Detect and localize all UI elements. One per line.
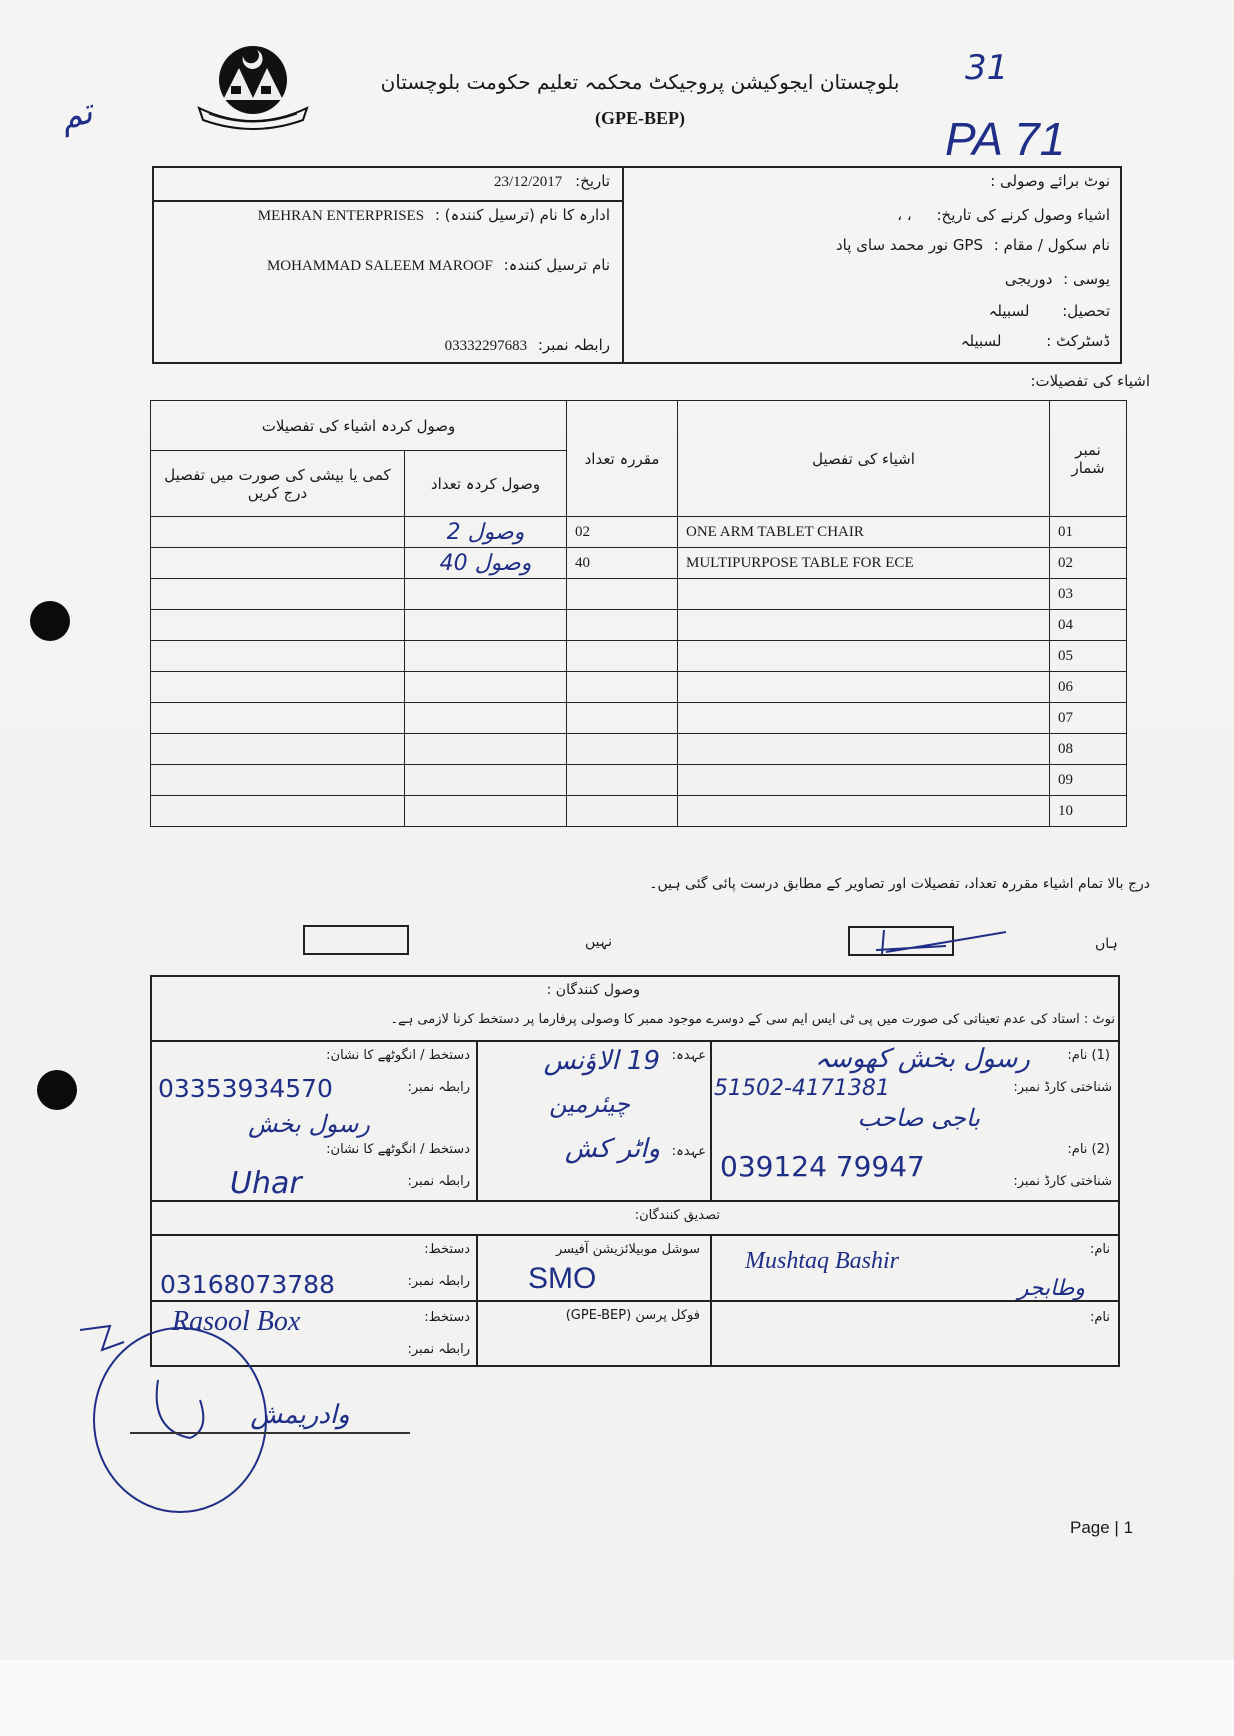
items-table-body: [151, 517, 1127, 827]
uc-value: دوریجی: [1004, 270, 1053, 288]
serial-cell: 01: [1050, 517, 1127, 548]
received-cell: [405, 796, 567, 827]
cnic2-label: شناختی کارڈ نمبر:: [1013, 1174, 1112, 1189]
company-row: [160, 206, 610, 225]
corner-reference: PA 71: [945, 113, 1066, 165]
assigned-cell: [567, 672, 678, 703]
focal-sign-value: Rasool Box: [172, 1306, 301, 1337]
contact-value: 03332297683: [444, 338, 528, 354]
date-value: 23/12/2017: [493, 174, 563, 190]
table-row: [151, 672, 1127, 703]
supplier-row: [160, 256, 610, 275]
received-group-header: وصول کردہ اشیاء کی تفصیلات: [151, 401, 567, 451]
smo-contact-value: 03168073788: [160, 1270, 335, 1299]
smo-title: سوشل موبیلائزیشن آفیسر: [555, 1242, 700, 1257]
shortage-cell: [151, 796, 405, 827]
focal-signature-label: دستخط:: [424, 1310, 470, 1325]
shortage-cell: [151, 703, 405, 734]
serial-header: نمبر شمار: [1050, 401, 1127, 517]
school-label: نام سکول / مقام :: [993, 236, 1110, 254]
post2-value: واٹر کش: [564, 1134, 660, 1164]
received-cell: 40 وصول: [405, 548, 567, 579]
focal-name-label: نام:: [1089, 1310, 1110, 1325]
serial-cell: 06: [1050, 672, 1127, 703]
shortage-cell: [151, 548, 405, 579]
contact-label: رابطہ نمبر:: [537, 336, 610, 354]
smo-contact-label: رابطہ نمبر:: [407, 1274, 470, 1289]
received-cell: [405, 579, 567, 610]
no-label: نہیں: [585, 934, 612, 950]
received-qty-header: وصول کردہ تعداد: [405, 451, 567, 517]
serial-cell: 09: [1050, 765, 1127, 796]
items-heading: اشیاء کی تفصیلات:: [1030, 372, 1150, 390]
district-row: [850, 332, 1110, 350]
punch-hole-bottom: [37, 1070, 77, 1110]
yes-label: ہاں: [1095, 936, 1118, 952]
school-value: GPS نور محمد سای پاد: [836, 236, 984, 254]
description-cell: [678, 765, 1050, 796]
shortage-cell: [151, 765, 405, 796]
name2-value: باجی صاحب: [857, 1104, 980, 1132]
assigned-cell: [567, 610, 678, 641]
header-subtitle: (GPE-BEP): [595, 108, 685, 128]
focal-title: فوکل پرسن (GPE-BEP): [565, 1308, 700, 1323]
tehsil-row: [850, 302, 1110, 320]
bottom-signature-line: [130, 1432, 410, 1434]
received-cell: 2 وصول: [405, 517, 567, 548]
name1-value: رسول بخش کھوسہ: [814, 1044, 1030, 1074]
serial-cell: 10: [1050, 796, 1127, 827]
received-cell: [405, 610, 567, 641]
assigned-cell: 02: [567, 517, 678, 548]
yes-checkbox[interactable]: [848, 926, 954, 956]
shortage-cell: [151, 734, 405, 765]
received-cell: [405, 641, 567, 672]
table-row: [151, 796, 1127, 827]
post2-label: عہدہ:: [671, 1144, 706, 1159]
tehsil-value: لسبیلہ: [988, 302, 1030, 320]
supplier-name-label: نام ترسیل کنندہ:: [503, 256, 610, 274]
punch-hole-top: [30, 601, 70, 641]
assigned-cell: 40: [567, 548, 678, 579]
scan-bottom-band: [0, 1660, 1234, 1736]
assigned-cell: [567, 765, 678, 796]
shortage-cell: [151, 579, 405, 610]
cnic1-label: شناختی کارڈ نمبر:: [1013, 1080, 1112, 1095]
post1-value: 19 الاؤنس: [543, 1046, 660, 1076]
smo-value: SMO: [528, 1262, 597, 1295]
smo-name-label: نام:: [1089, 1242, 1110, 1257]
serial-cell: 07: [1050, 703, 1127, 734]
sign1-label: دستخط / انگوٹھے کا نشان:: [326, 1048, 470, 1063]
receivers-note: نوٹ : استاد کی عدم تعیناتی کی صورت میں پی ٹی ایس ایم سی کے دوسرے موجود ممبر کا وصولی پرفارما پر دستخط کرنا لازمی ہے۔: [390, 1012, 1115, 1027]
header-title: بلوچستان ایجوکیشن پروجیکٹ محکمہ تعلیم حکومت بلوچستان: [380, 70, 900, 94]
shortage-cell: [151, 610, 405, 641]
assigned-cell: [567, 703, 678, 734]
contact2-label: رابطہ نمبر:: [407, 1174, 470, 1189]
description-cell: [678, 672, 1050, 703]
post1-label: عہدہ:: [671, 1048, 706, 1063]
sign2-label: دستخط / انگوٹھے کا نشان:: [326, 1142, 470, 1157]
serial-cell: 04: [1050, 610, 1127, 641]
description-cell: [678, 734, 1050, 765]
received-cell: [405, 703, 567, 734]
table-row: [151, 641, 1127, 672]
corner-number: 31: [965, 48, 1009, 88]
check-mark-icon: [846, 914, 1006, 954]
contact-row: [300, 336, 610, 355]
serial-cell: 05: [1050, 641, 1127, 672]
cnic1-value: 51502-4171381: [714, 1076, 890, 1101]
shortage-cell: [151, 517, 405, 548]
cnic2-value: 039124 79947: [720, 1150, 925, 1183]
tehsil-label: تحصیل:: [1062, 302, 1110, 320]
assigned-cell: [567, 641, 678, 672]
uc-row: [850, 270, 1110, 288]
company-value: MEHRAN ENTERPRISES: [257, 208, 425, 224]
items-table: [150, 400, 1127, 827]
receipt-date-value: ، ،: [897, 206, 912, 224]
description-cell: [678, 610, 1050, 641]
district-label: ڈسٹرکٹ :: [1046, 332, 1110, 350]
name2-label: (2) نام:: [1067, 1142, 1110, 1157]
school-row: [760, 236, 1110, 254]
description-cell: ONE ARM TABLET CHAIR: [678, 517, 1050, 548]
company-label: ادارہ کا نام (ترسیل کنندہ) :: [434, 206, 610, 224]
table-row: [151, 734, 1127, 765]
received-cell: [405, 672, 567, 703]
shortage-cell: [151, 672, 405, 703]
table-row: [151, 610, 1127, 641]
assigned-cell: [567, 796, 678, 827]
assigned-qty-header: مقررہ تعداد: [567, 401, 678, 517]
receivers-heading: وصول کنندگان :: [546, 982, 640, 998]
description-cell: MULTIPURPOSE TABLE FOR ECE: [678, 548, 1050, 579]
district-value: لسبیلہ: [960, 332, 1002, 350]
table-row: [151, 548, 1127, 579]
corner-initials: ﺗﻢ: [55, 91, 97, 139]
received-cell: [405, 734, 567, 765]
contact1-label: رابطہ نمبر:: [407, 1080, 470, 1095]
smo-name-value: Mushtaq Bashir: [745, 1248, 900, 1274]
smo-signature-label: دستخط:: [424, 1242, 470, 1257]
confirmation-statement: درج بالا تمام اشیاء مقررہ تعداد، تفصیلات اور تصاویر کے مطابق درست پائی گئی ہیں۔: [649, 876, 1150, 892]
contact1-value: 03353934570: [158, 1074, 333, 1103]
received-cell: [405, 765, 567, 796]
sign1-value: رسول بخش: [248, 1110, 370, 1138]
description-cell: [678, 579, 1050, 610]
date-row: [450, 172, 610, 191]
description-cell: [678, 641, 1050, 672]
smo-name-extra: وطابجر: [1017, 1276, 1085, 1301]
balochistan-emblem-icon: [195, 38, 311, 130]
table-row: [151, 765, 1127, 796]
supplier-name-value: MOHAMMAD SALEEM MAROOF: [266, 258, 493, 274]
date-label: تاریخ:: [575, 172, 610, 190]
name1-label: (1) نام:: [1067, 1048, 1110, 1063]
verifiers-heading: تصدیق کنندگان:: [634, 1208, 720, 1223]
receipt-date-label: اشیاء وصول کرنے کی تاریخ:: [936, 206, 1110, 224]
shortage-header: کمی یا بیشی کی صورت میں تفصیل درج کریں: [151, 451, 405, 517]
page-number: Page | 1: [1070, 1518, 1134, 1537]
assigned-cell: [567, 579, 678, 610]
serial-cell: 03: [1050, 579, 1127, 610]
post1-extra: چیئرمین: [549, 1090, 630, 1118]
description-header: اشیاء کی تفصیل: [678, 401, 1050, 517]
serial-cell: 02: [1050, 548, 1127, 579]
assigned-cell: [567, 734, 678, 765]
serial-cell: 08: [1050, 734, 1127, 765]
table-row: [151, 517, 1127, 548]
shortage-cell: [151, 641, 405, 672]
bottom-signature: وادریمش: [250, 1400, 350, 1430]
receipt-note-label: نوٹ برائے وصولی :: [990, 172, 1110, 190]
uc-label: یوسی :: [1063, 270, 1110, 288]
description-cell: [678, 703, 1050, 734]
focal-contact-label: رابطہ نمبر:: [407, 1342, 470, 1357]
table-row: [151, 579, 1127, 610]
table-row: [151, 703, 1127, 734]
no-checkbox[interactable]: [303, 925, 409, 955]
sign2-value: Uhar: [230, 1166, 302, 1201]
description-cell: [678, 796, 1050, 827]
receipt-date-row: [830, 206, 1110, 224]
